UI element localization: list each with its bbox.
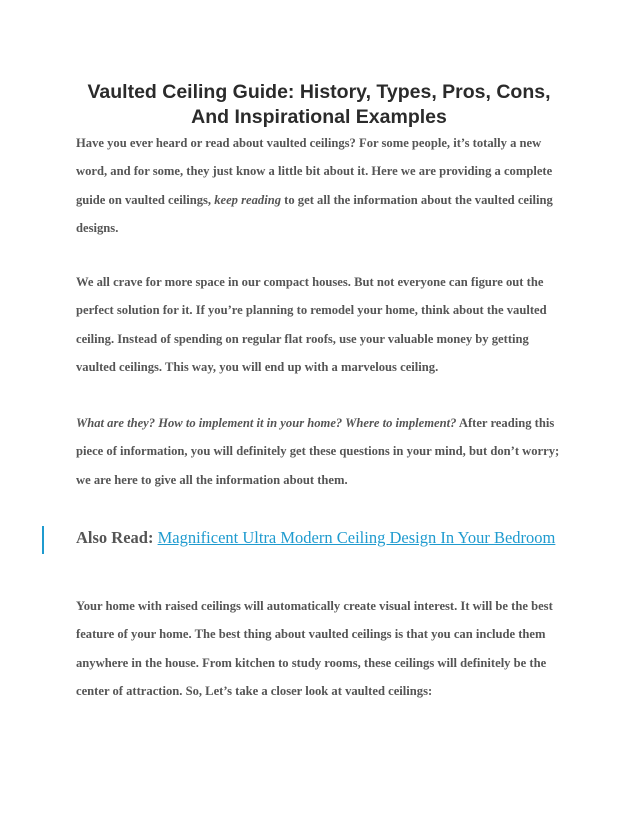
keep-reading-emphasis: keep reading [214,192,282,207]
also-read-block [76,525,576,551]
intro-paragraph [76,129,566,243]
questions-text: After reading this piece of information, you will definitely get these questions in your mind, but don’t worry; we are here to give all the information about them. [76,416,560,487]
intro-text-end: to get all the information about the vaulted ceiling designs. [76,192,553,236]
article-title [60,80,578,130]
also-read-label: Also Read: [76,528,158,547]
title-line-1: Vaulted Ceiling Guide: History, Types, Pros, Cons, [87,81,551,103]
raised-ceilings-paragraph: Your home with raised ceilings will automatically create visual interest. It will be the best feature of your home. The best thing about vaulted ceilings is that you can include them anywhere in the house. From kitchen to study rooms, these ceilings will definitely be the center of attraction. So, Let’s take a closer look at vaulted ceilings: [76,599,553,699]
title-line-2: And Inspirational Examples [191,106,447,128]
questions-emphasis: What are they? How to implement it in your home? Where to implement? [76,416,457,430]
intro-text: Have you ever heard or read about vaulted ceilings? For some people, it’s totally a new word, and for some, they just know a little bit about it. Here we are providing a complete guide on vaulted ceilings, [76,136,553,207]
also-read-link[interactable]: Magnificent Ultra Modern Ceiling Design In Your Bedroom [157,528,556,547]
also-read-accent-bar [42,526,44,554]
space-paragraph: We all crave for more space in our compact houses. But not everyone can figure out the perfect solution for it. If you’re planning to remodel your home, think about the vaulted ceiling. Instead of spending on regular flat roofs, use your valuable money by getting vaulted ceilings. This way, you will end up with a marvelous ceiling. [76,275,547,375]
questions-paragraph [76,409,566,494]
